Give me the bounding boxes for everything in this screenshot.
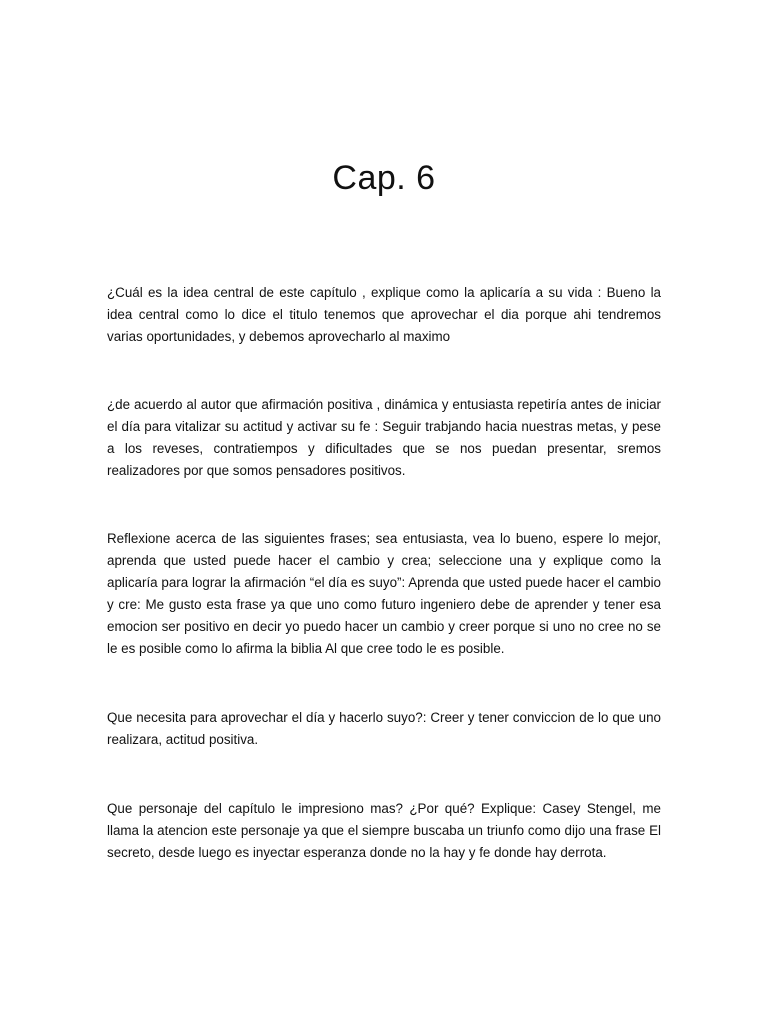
question-paragraph-5: Que personaje del capítulo le impresiono mas? ¿Por qué? Explique: Casey Stengel, me llama la atencion este personaje ya que el siempre buscaba un triunfo como dijo una frase El secreto, desde luego es inyectar esperanza donde no la hay y fe donde hay derrota. [107, 801, 661, 860]
question-paragraph-1: ¿Cuál es la idea central de este capítulo , explique como la aplicaría a su vida : Bueno la idea central como lo dice el titulo tenemos que aprovechar el dia porque ahi tendremos varias oportunidades, y debemos aprovecharlo al maximo [107, 285, 661, 344]
question-paragraph-3: Reflexione acerca de las siguientes frases; sea entusiasta, vea lo bueno, espere lo mejor, aprenda que usted puede hacer el cambio y crea; seleccione una y explique como la aplicaría para lograr la afirmación “el día es suyo”: Aprenda que usted puede hacer el cambio y cre: Me gusto esta frase ya que uno como futuro ingeniero debe de aprender y tener esa emocion ser positivo en decir yo puedo hacer un cambio y creer porque si uno no cree no se le es posible como lo afirma la biblia Al que cree todo le es posible. [107, 531, 661, 656]
page-title: Cap. 6 [332, 159, 436, 197]
question-paragraph-2: ¿de acuerdo al autor que afirmación positiva , dinámica y entusiasta repetiría antes de iniciar el día para vitalizar su actitud y activar su fe : Seguir trabjando hacia nuestras metas, y pese a los reveses, contratiempos y dificultades que se nos puedan presentar, sremos realizadores por que somos pensadores positivos. [107, 397, 661, 478]
question-paragraph-4: Que necesita para aprovechar el día y hacerlo suyo?: Creer y tener conviccion de lo que uno realizara, actitud positiva. [107, 710, 661, 747]
